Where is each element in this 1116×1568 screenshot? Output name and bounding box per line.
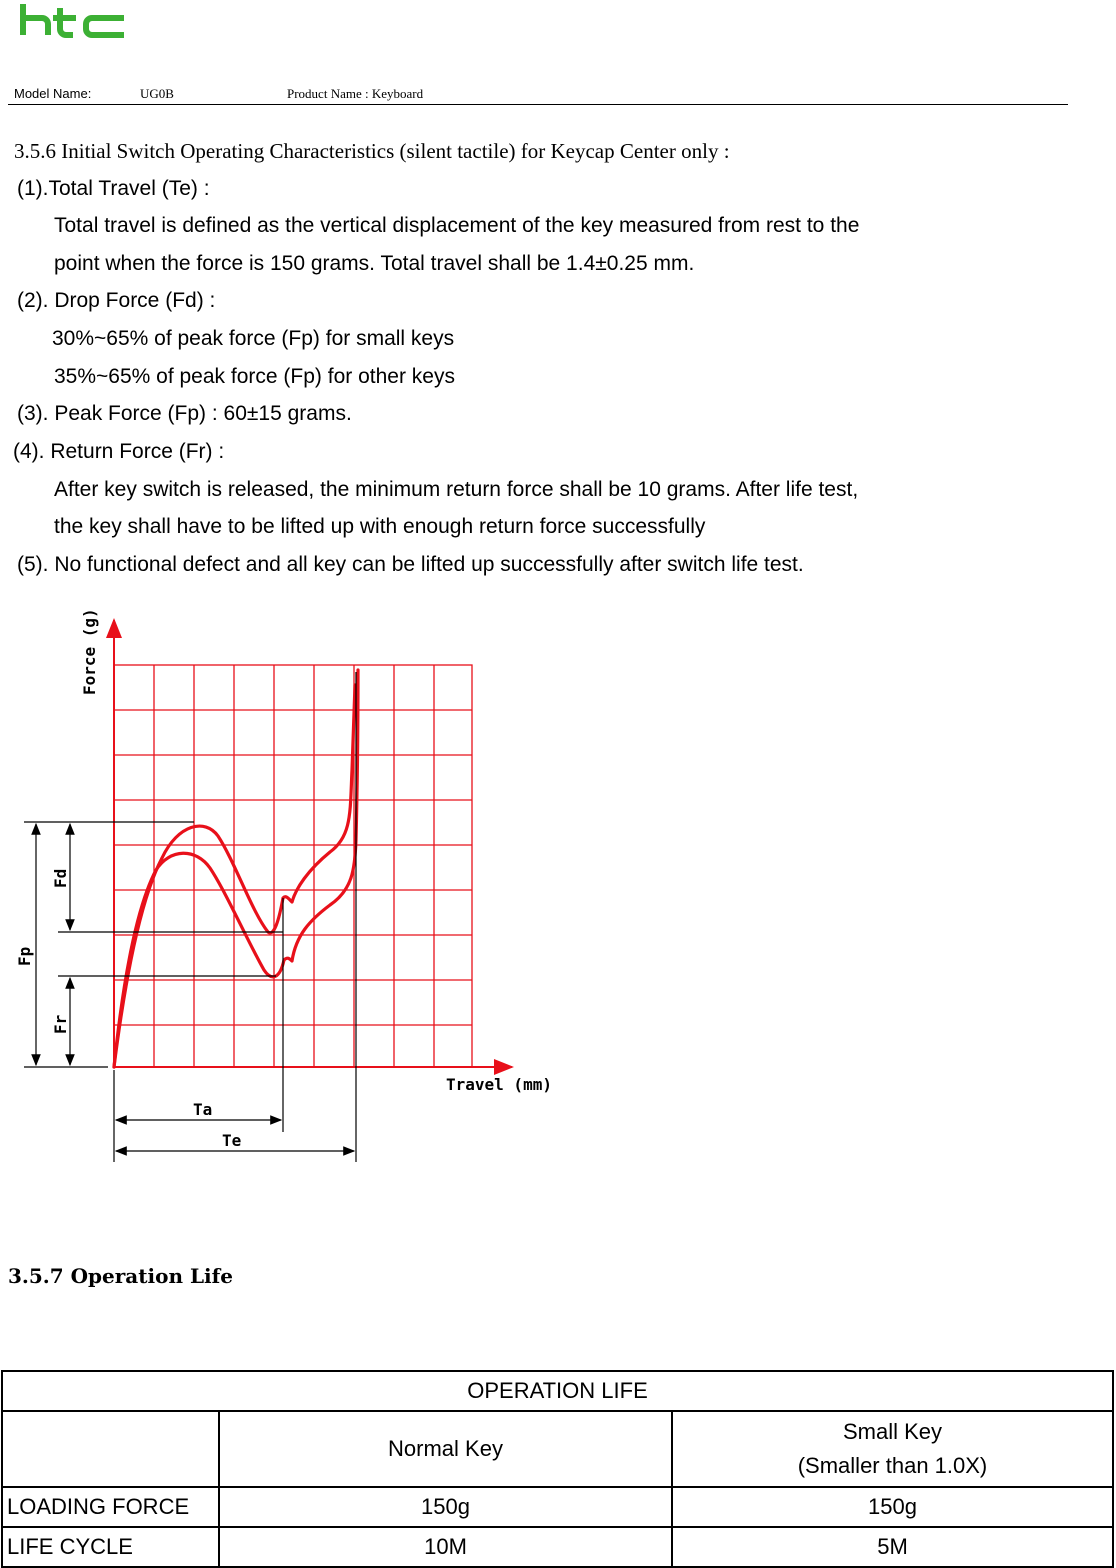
ta-label: Ta (193, 1100, 213, 1119)
table-row (2, 1527, 1113, 1567)
te-label: Te (222, 1131, 242, 1150)
row-small-value: 5M (672, 1527, 1113, 1567)
item-return-force-desc-2: the key shall have to be lifted up with enough return force successfully (54, 515, 706, 538)
item-drop-force: (2). Drop Force (Fd) : (17, 289, 216, 312)
col-small-key-line1: Small Key (842, 1419, 943, 1444)
row-normal-value: 10M (219, 1527, 672, 1567)
chart-grid (114, 665, 472, 1067)
item-total-travel-desc-2: point when the force is 150 grams. Total travel shall be 1.4±0.25 mm. (54, 252, 695, 275)
fp-label: Fp (15, 946, 34, 966)
section-356-title: 3.5.6 Initial Switch Operating Characteristics (silent tactile) for Keycap Center only : (14, 139, 730, 163)
product-name: Product Name : Keyboard (287, 86, 424, 101)
model-name-label: Model Name: (14, 86, 92, 101)
htc-logo (20, 4, 128, 38)
item-drop-force-small: 30%~65% of peak force (Fp) for small keys (52, 327, 455, 350)
item-return-force-desc-1: After key switch is released, the minimum return force shall be 10 grams. After life test, (54, 478, 859, 501)
header-divider (8, 104, 1068, 105)
col-small-key-line2: (Smaller than 1.0X) (797, 1453, 988, 1478)
fd-label: Fd (51, 868, 70, 888)
force-travel-diagram (0, 590, 600, 1170)
item-drop-force-other: 35%~65% of peak force (Fp) for other keys (54, 365, 455, 388)
item-return-force: (4). Return Force (Fr) : (13, 440, 225, 463)
col-normal-key: Normal Key (219, 1411, 672, 1487)
item-total-travel-desc-1: Total travel is defined as the vertical displacement of the key measured from rest to the (54, 214, 860, 237)
item-peak-force: (3). Peak Force (Fp) : 60±15 grams. (17, 402, 352, 425)
item-total-travel: (1).Total Travel (Te) : (17, 177, 210, 200)
y-axis-label: Force (g) (80, 608, 99, 695)
header-empty-cell (2, 1411, 219, 1487)
x-axis-label: Travel (mm) (446, 1075, 552, 1094)
row-label: LIFE CYCLE (2, 1527, 219, 1567)
col-small-key (672, 1411, 1113, 1487)
force-curve (114, 670, 358, 1067)
row-normal-value: 150g (219, 1487, 672, 1527)
row-label: LOADING FORCE (2, 1487, 219, 1527)
operation-life-table (1, 1370, 1114, 1568)
section-357-title: 3.5.7 Operation Life (8, 1264, 233, 1288)
fr-label: Fr (51, 1014, 70, 1034)
operation-life-title: OPERATION LIFE (2, 1371, 1113, 1411)
model-name-value: UG0B (140, 86, 174, 101)
item-no-defect: (5). No functional defect and all key can be lifted up successfully after switch life test. (17, 553, 804, 576)
table-row (2, 1487, 1113, 1527)
row-small-value: 150g (672, 1487, 1113, 1527)
